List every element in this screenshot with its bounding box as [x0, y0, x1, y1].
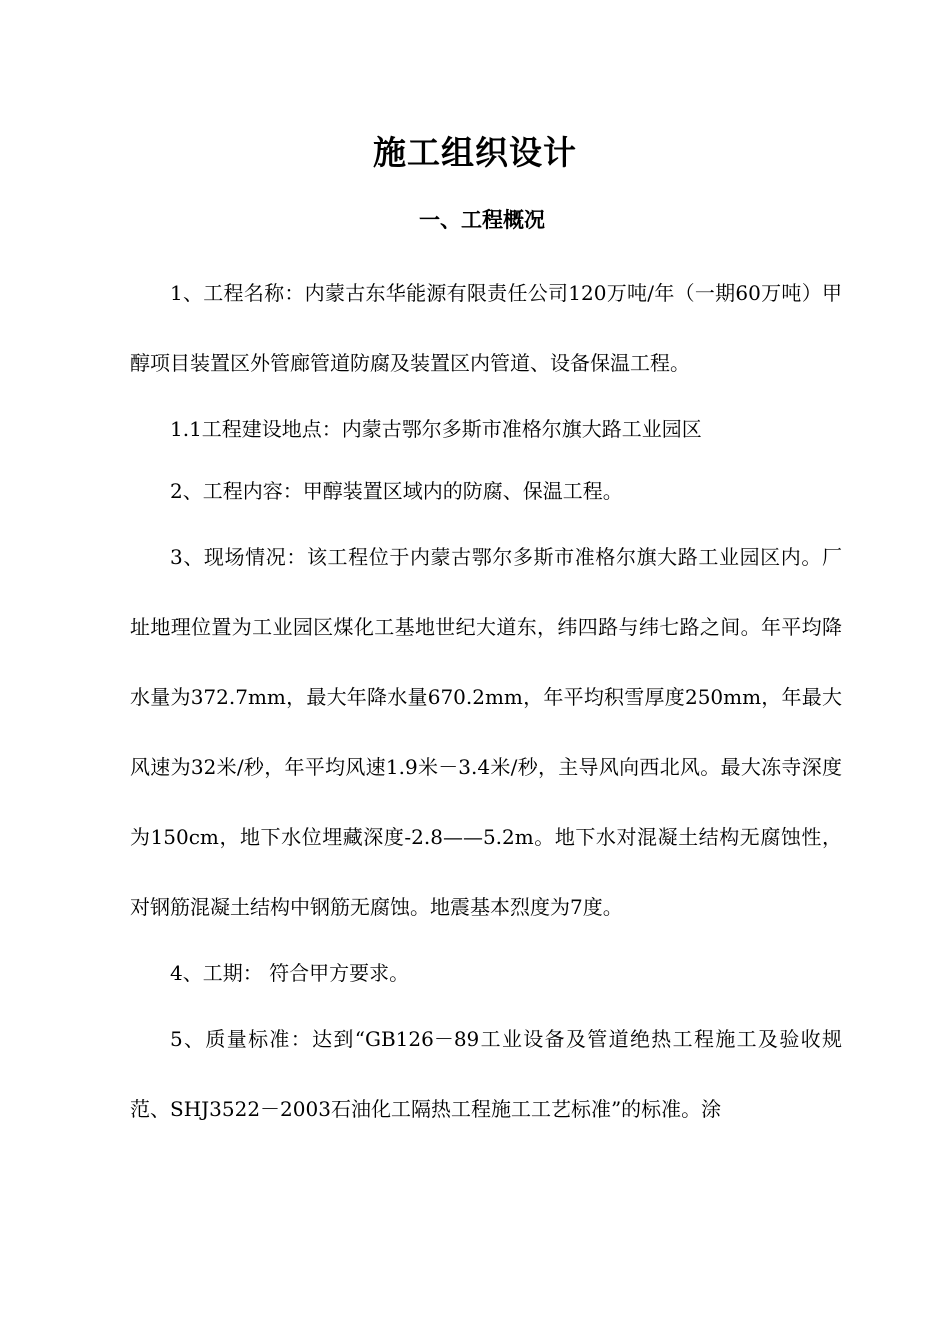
- paragraph-quality-standard: 5、质量标准：达到“GB126－89工业设备及管道绝热工程施工及验收规范、SHJ3522－2003石油化工隔热工程施工工艺标准”的标准。涂: [130, 1027, 842, 1121]
- paragraph-project-name: 1、工程名称：内蒙古东华能源有限责任公司120万吨/年（一期60万吨）甲醇项目装置区外管廊管道防腐及装置区内管道、设备保温工程。: [130, 281, 842, 375]
- document-body: [130, 258, 842, 1144]
- document-title: 施工组织设计: [373, 133, 577, 172]
- section-heading: 一、工程概况: [419, 207, 545, 232]
- paragraph-site-conditions: 3、现场情况：该工程位于内蒙古鄂尔多斯市准格尔旗大路工业园区内。厂址地理位置为工业园区煤化工基地世纪大道东，纬四路与纬七路之间。年平均降水量为372.7mm，最大年降水量670.2mm，年平均积雪厚度250mm，年最大风速为32米/秒，年平均风速1.9米－3.4米/秒，主导风向西北风。最大冻寺深度为150cm，地下水位埋藏深度-2.8——5.2m。地下水对混凝土结构无腐蚀性，对钢筋混凝土结构中钢筋无腐蚀。地震基本烈度为7度。: [130, 545, 842, 919]
- paragraph-project-content: 2、工程内容：甲醇装置区域内的防腐、保温工程。: [170, 479, 623, 503]
- paragraph-construction-site: 1.1工程建设地点：内蒙古鄂尔多斯市准格尔旗大路工业园区: [170, 417, 702, 441]
- paragraph-schedule: 4、工期： 符合甲方要求。: [170, 961, 410, 985]
